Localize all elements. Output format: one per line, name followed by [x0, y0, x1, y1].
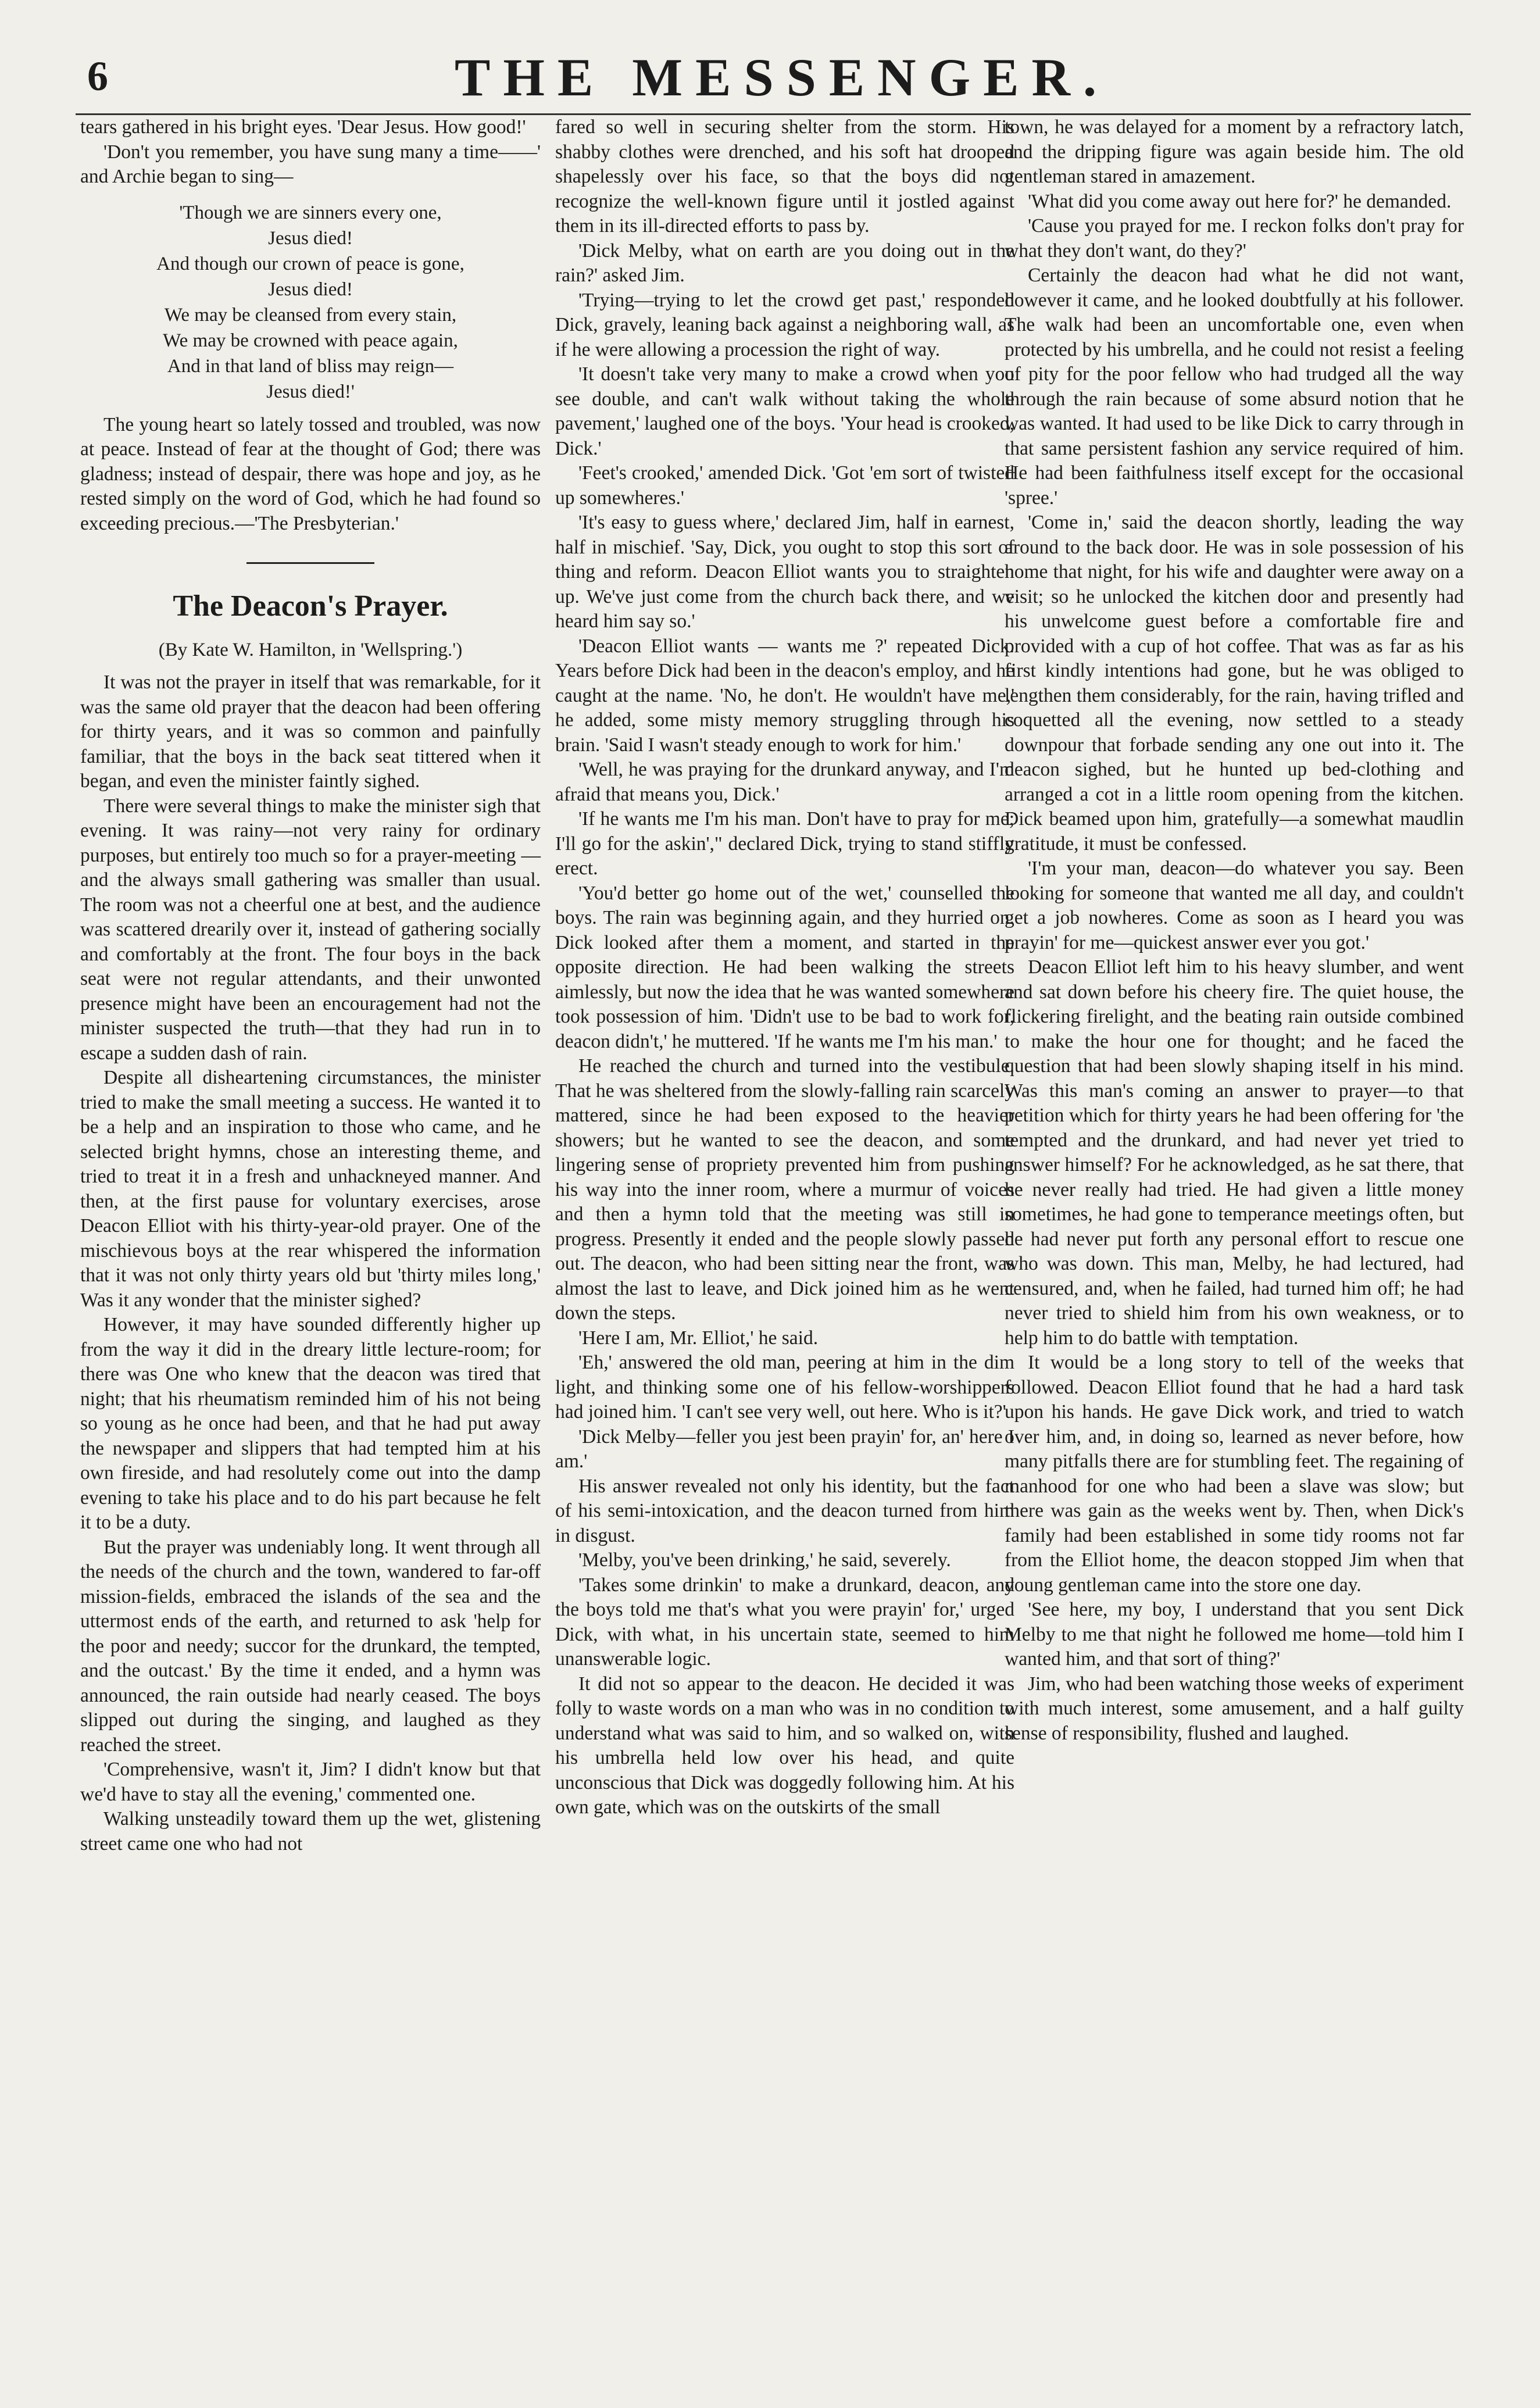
article-paragraph: It would be a long story to tell of the weeks that followed. Deacon Elliot found that he had a hard task upon his hands. He gave Dick work, and tried to watch over him, and, in doing so, learned as never before, how many pitfalls there are for stumbling feet. The regaining of manhood for one who had been a slave was slow; but there was gain as the weeks went by. Then, when Dick's family had been established in some tidy rooms not far from the Elliot home, the deacon stopped Jim when that young gentleman came into the store one day.	[1005, 1352, 1464, 1596]
article-paragraph: 'Comprehensive, wasn't it, Jim? I didn't know but that we'd have to stay all the evening,' commented one.	[80, 1759, 541, 1805]
article-paragraph: 'Cause you prayed for me. I reckon folks don't pray for what they don't want, do they?'	[1005, 215, 1464, 262]
hymn-line: We may be cleansed from every stain,	[164, 304, 457, 326]
article-paragraph: However, it may have sounded differently higher up from the way it did in the dreary little lecture-room; for there was One who knew that the deacon was tired that night; that his rheumatism reminded him of his not being so young as he once had been, and that he had put away the newspaper and slippers that had tempted him at his own fireside, and had resolutely come out into the damp evening to take his place and to do his part because he felt it to be a duty.	[80, 1314, 541, 1533]
article-paragraph: But the prayer was undeniably long. It went through all the needs of the church and the town, wandered to far-off mission-fields, embraced the islands of the sea and the uttermost ends of the earth, and returned to ask 'help for the poor and needy; succor for the drunkard, the tempted, and the outcast.' By the time it ended, and a hymn was announced, the rain outside had nearly ceased. The boys slipped out during the singing, and laughed as they reached the street.	[80, 1536, 541, 1756]
article-paragraph: 'It's easy to guess where,' declared Jim, half in earnest, half in mischief. 'Say, Dick, you ought to stop this sort of thing and reform. Deacon Elliot wants you to straighten up. We've just come from the church back there, and we heard him say so.'	[555, 512, 1014, 632]
article-paragraph: 'Well, he was praying for the drunkard anyway, and I'm afraid that means you, Dick.'	[555, 759, 1014, 805]
article-paragraph: 'Melby, you've been drinking,' he said, severely.	[578, 1549, 951, 1571]
article-paragraph: fared so well in securing shelter from the storm. His shabby clothes were drenched, and his soft hat drooped shapelessly over his face, so that the boys did not recognize the well-known figure until it jostled against them in its ill-directed efforts to pass by.	[555, 116, 1014, 237]
article-paragraph: It was not the prayer in itself that was remarkable, for it was the same old prayer that the deacon had been offering for thirty years, and it was so common and painfully familiar, that the boys in the back seat tittered when it began, and even the minister faintly sighed.	[80, 671, 541, 792]
article-paragraph: 'It doesn't take very many to make a crowd when you see double, and can't walk without taking the whole pavement,' laughed one of the boys. 'Your head is crooked, Dick.'	[555, 363, 1014, 459]
article-paragraph: It did not so appear to the deacon. He decided it was folly to waste words on a man who was in no condition to understand what was said to him, and so walked on, with his umbrella held low over his head, and quite unconscious that Dick was doggedly following him. At his own gate, which was on the outskirts of the small	[555, 1673, 1014, 1818]
hymn-line: Jesus died!'	[266, 381, 355, 402]
article-paragraph: Certainly the deacon had what he did not want, however it came, and he looked doubtfully at his follower. The walk had been an uncomfortable one, even when protected by his umbrella, and he could not resist a feeling of pity for the poor fellow who had trudged all the way through the rain because of some absurd notion that he was wanted. It had used to be like Dick to carry through in that same persistent fashion any service required of him. He had been faithfulness itself except for the occasional 'spree.'	[1005, 265, 1464, 509]
article-paragraph: 'See here, my boy, I understand that you sent Dick Melby to me that night he followed me home—told him I wanted him, and that sort of thing?'	[1005, 1599, 1464, 1670]
hymn-line: And though our crown of peace is gone,	[156, 253, 464, 274]
column-1	[80, 115, 541, 1856]
article1-paragraph: The young heart so lately tossed and troubled, was now at peace. Instead of fear at the thought of God; there was gladness; instead of despair, there was hope and joy, as he rested simply on the word of God, which he had found so exceeding precious.—'The Presbyterian.'	[80, 413, 541, 534]
article-paragraph: Deacon Elliot left him to his heavy slumber, and went and sat down before his cheery fire. The quiet house, the flickering firelight, and the beating rain outside combined to make the hour one for thought; and he faced the question that had been slowly shaping itself in his mind. Was this man's coming an answer to prayer—to that petition which for thirty years he had been offering for 'the tempted and the drunkard, and had never yet tried to answer himself? For he acknowledged, as he sat there, that he never really had tried. He had given a little money sometimes, he had gone to temperance meetings often, but he had never put forth any personal effort to rescue one who was down. This man, Melby, he had lectured, had censured, and, when he failed, had turned him off; he had never tried to shield him from his own weakness, or to help him to do battle with temptation.	[1005, 956, 1464, 1349]
hymn-line: We may be crowned with peace again,	[163, 330, 458, 351]
article-byline: (By Kate W. Hamilton, in 'Wellspring.')	[158, 639, 463, 660]
article-paragraph: 'If he wants me I'm his man. Don't have to pray for me; I'll go for the askin'," declared Dick, trying to stand stiffly erect.	[555, 808, 1014, 879]
column-2	[555, 115, 1014, 1820]
column-3	[1005, 115, 1464, 1746]
article-paragraph: 'Trying—trying to let the crowd get past,' responded Dick, gravely, leaning back against a neighboring wall, as if he were allowing a procession the right of way.	[555, 289, 1014, 360]
article-paragraph: 'Come in,' said the deacon shortly, leading the way around to the back door. He was in sole possession of his home that night, for his wife and daughter were away on a visit; so he unlocked the kitchen door and presently had his unwelcome guest before a comfortable fire and provided with a cup of hot coffee. That was as far as his first kindly intentions had gone, but he was obliged to lengthen them considerably, for the rain, having trifled and coquetted all the evening, now settled to a steady downpour that forbade sending any one out into it. The deacon sighed, but he hunted up bed-clothing and arranged a cot in a little room opening from the kitchen. Dick beamed upon him, gratefully—a somewhat maudlin gratitude, it must be confessed.	[1005, 512, 1464, 855]
hymn-line: 'Though we are sinners every one,	[179, 202, 442, 223]
article-paragraph: 'What did you come away out here for?' he demanded.	[1028, 190, 1452, 212]
article-paragraph: 'I'm your man, deacon—do whatever you say. Been looking for someone that wanted me all day, and couldn't get a job nowheres. Come as soon as I heard you was prayin' for me—quickest answer ever you got.'	[1005, 858, 1464, 953]
article-paragraph: He reached the church and turned into the vestibule. That he was sheltered from the slowly-falling rain scarcely mattered, since he had been exposed to the heavier showers; but he wanted to see the deacon, and some lingering sense of propriety prevented him from pushing his way into the inner room, where a murmur of voices and then a hymn told that the meeting was still in progress. Presently it ended and the people slowly passed out. The deacon, who had been sitting near the front, was almost the last to leave, and Dick joined him as he went down the steps.	[555, 1055, 1014, 1324]
hymn-verse	[80, 200, 541, 405]
article-paragraph: His answer revealed not only his identity, but the fact of his semi-intoxication, and the deacon turned from him in disgust.	[555, 1475, 1014, 1546]
hymn-line: And in that land of bliss may reign—	[167, 355, 454, 377]
article-paragraph: 'Feet's crooked,' amended Dick. 'Got 'em sort of twisted up somewheres.'	[555, 462, 1014, 509]
article1-paragraph: 'Don't you remember, you have sung many a time——' and Archie began to sing—	[80, 141, 541, 187]
article-title: The Deacon's Prayer.	[173, 589, 448, 623]
article-paragraph: There were several things to make the minister sigh that evening. It was rainy—not very rainy for ordinary purposes, but entirely too much so for a prayer-meeting — and the always small gathering was smaller than usual. The room was not a cheerful one at best, and the audience was scattered drearily over it, instead of gathering socially and comfortably at the front. The four boys in the back seat were not regular attendants, and their unwonted presence might have been an encouragement had not the minister suspected the truth—that they had run in to escape a sudden dash of rain.	[80, 795, 541, 1064]
article-paragraph: 'Takes some drinkin' to make a drunkard, deacon, and the boys told me that's what you were prayin' for,' urged Dick, with what, in his uncertain state, seemed to him unanswerable logic.	[555, 1574, 1014, 1670]
article-paragraph: 'Here I am, Mr. Elliot,' he said.	[578, 1327, 819, 1349]
page-number: 6	[87, 53, 108, 99]
hymn-line: Jesus died!	[268, 227, 353, 249]
article-paragraph: 'You'd better go home out of the wet,' counselled the boys. The rain was beginning again, and they hurried on. Dick looked after them a moment, and started in the opposite direction. He had been walking the streets aimlessly, but now the idea that he was wanted somewhere took possession of him. 'Didn't use to be bad to work for, deacon didn't,' he muttered. 'If he wants me I'm his man.'	[555, 882, 1014, 1052]
masthead	[76, 47, 1488, 116]
newspaper-title: THE MESSENGER.	[455, 48, 1109, 107]
article-paragraph: 'Dick Melby, what on earth are you doing out in the rain?' asked Jim.	[555, 240, 1014, 286]
hymn-line: Jesus died!	[268, 278, 353, 300]
article-paragraph: 'Eh,' answered the old man, peering at him in the dim light, and thinking some one of his fellow-worshippers had joined him. 'I can't see very well, out here. Who is it?'	[555, 1352, 1014, 1423]
article-paragraph: 'Deacon Elliot wants — wants me ?' repeated Dick. Years before Dick had been in the deacon's employ, and he caught at the name. 'No, he don't. He wouldn't have me,' he added, some misty memory struggling through his brain. 'Said I wasn't steady enough to work for him.'	[555, 635, 1014, 756]
article-paragraph: Despite all disheartening circumstances, the minister tried to make the small meeting a success. He wanted it to be a help and an inspiration to those who came, and he selected bright hymns, chose an interesting theme, and tried to treat it in a fresh and unhackneyed manner. And then, at the first pause for voluntary exercises, arose Deacon Elliot with his thirty-year-old prayer. One of the mischievous boys at the rear whispered the information that it was not only thirty years old but 'thirty miles long,' Was it any wonder that the minister sighed?	[80, 1067, 541, 1311]
article1-paragraph: tears gathered in his bright eyes. 'Dear Jesus. How good!'	[80, 116, 526, 138]
article-paragraph: 'Dick Melby—feller you jest been prayin' for, an' here I am.'	[555, 1425, 1014, 1472]
section-divider	[80, 549, 541, 574]
article-paragraph: town, he was delayed for a moment by a refractory latch, and the dripping figure was again beside him. The old gentleman stared in amazement.	[1005, 116, 1464, 187]
article-paragraph: Jim, who had been watching those weeks of experiment with much interest, some amusement, and a half guilty sense of responsibility, flushed and laughed.	[1005, 1673, 1464, 1744]
article-paragraph: Walking unsteadily toward them up the wet, glistening street came one who had not	[80, 1808, 541, 1855]
